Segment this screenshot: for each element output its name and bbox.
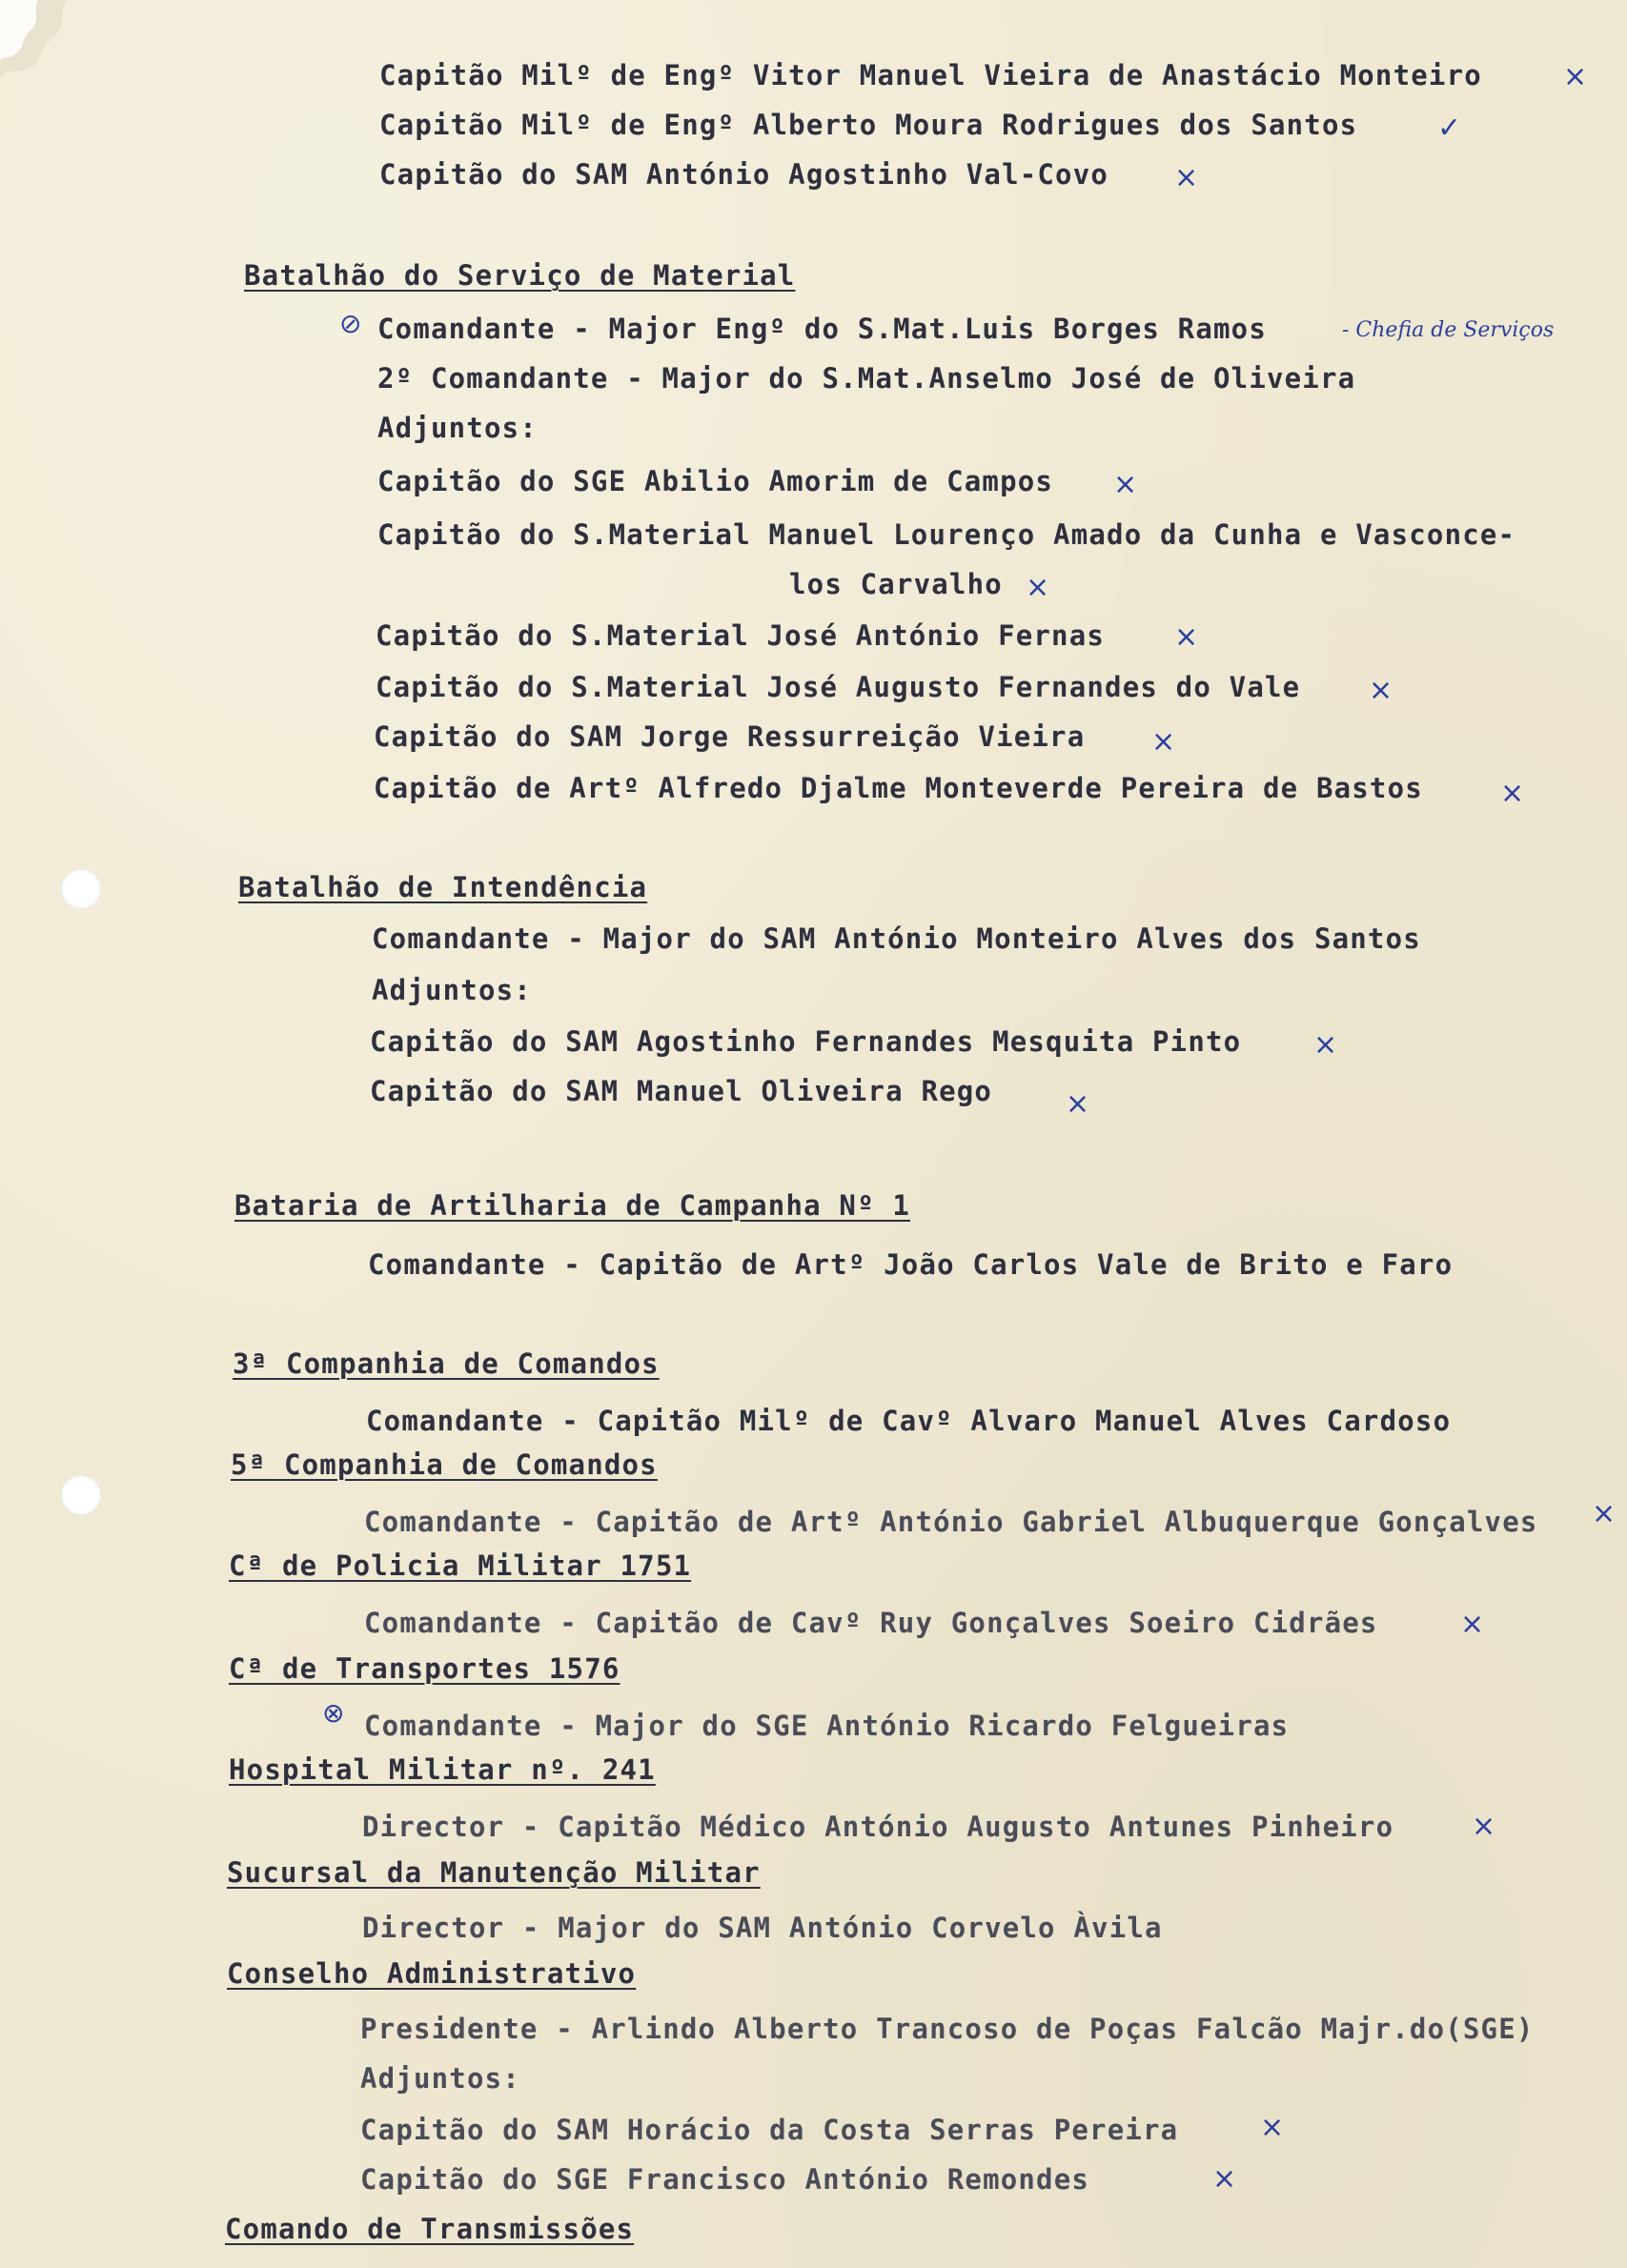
section-heading: Batalhão do Serviço de Material — [244, 259, 796, 292]
entry-line: Capitão Milº de Engº Vitor Manuel Vieira de Anastácio Monteiro — [379, 59, 1482, 91]
entry-line: Capitão do SAM Manuel Oliveira Rego — [370, 1075, 993, 1107]
section-heading: Batalhão de Intendência — [238, 871, 648, 903]
slashed-circle-icon: ⊘ — [339, 308, 362, 339]
cross-mark-icon: × — [1151, 725, 1176, 759]
entry-line: Capitão do SGE Abilio Amorim de Campos — [377, 465, 1054, 497]
entry-line: Comandante - Capitão de Artº António Gabriel Albuquerque Gonçalves — [364, 1506, 1538, 1538]
entry-line: Capitão de Artº Alfredo Djalme Monteverde Pereira de Bastos — [374, 772, 1423, 804]
handwritten-note: - Chefia de Serviços — [1342, 318, 1555, 342]
cross-mark-icon: × — [1113, 468, 1138, 501]
section-heading: 3ª Companhia de Comandos — [233, 1347, 660, 1380]
entry-line: Comandante - Major do SAM António Monteiro Alves dos Santos — [372, 922, 1421, 955]
torn-corner — [0, 0, 86, 86]
entry-line: Capitão do SAM Agostinho Fernandes Mesquita Pinto — [370, 1025, 1242, 1058]
cross-mark-icon: × — [1174, 620, 1199, 654]
section-heading: Conselho Administrativo — [227, 1957, 637, 1990]
entry-line: Director - Major do SAM António Corvelo Àvila — [362, 1912, 1163, 1944]
entry-line: Adjuntos: — [372, 974, 532, 1006]
entry-line: Comandante - Capitão de Cavº Ruy Gonçalves Soeiro Cidrães — [364, 1607, 1378, 1639]
section-heading: Comando de Transmissões — [225, 2213, 635, 2245]
entry-line: Capitão do SAM António Agostinho Val-Covo — [379, 158, 1109, 191]
cross-mark-icon: × — [1472, 1810, 1496, 1843]
section-heading: Sucursal da Manutenção Militar — [227, 1856, 761, 1889]
entry-line: Capitão do SAM Jorge Ressurreição Vieira — [374, 720, 1086, 753]
crossed-circle-icon: ⊗ — [322, 1697, 345, 1729]
cross-mark-icon: × — [1500, 777, 1525, 810]
section-heading: 5ª Companhia de Comandos — [231, 1448, 658, 1481]
entry-line: los Carvalho — [789, 568, 1003, 600]
entry-line: Adjuntos: — [360, 2062, 520, 2095]
entry-line: Adjuntos: — [377, 412, 538, 444]
cross-mark-icon: × — [1260, 2111, 1285, 2144]
cross-mark-icon: × — [1066, 1087, 1090, 1121]
entry-line: Director - Capitão Médico António Augusto Antunes Pinheiro — [362, 1811, 1394, 1843]
cross-mark-icon: × — [1369, 674, 1393, 707]
entry-line: Capitão do SGE Francisco António Remondes — [360, 2163, 1090, 2196]
cross-mark-icon: × — [1212, 2162, 1237, 2196]
section-heading: Cª de Policia Militar 1751 — [229, 1549, 692, 1582]
cross-mark-icon: × — [1313, 1028, 1338, 1062]
entry-line: Capitão do SAM Horácio da Costa Serras Pereira — [360, 2114, 1179, 2146]
section-heading: Hospital Militar nº. 241 — [229, 1753, 656, 1786]
cross-mark-icon: × — [1460, 1608, 1485, 1641]
entry-line: Capitão Milº de Engº Alberto Moura Rodrigues dos Santos — [379, 109, 1358, 141]
check-mark-icon: ✓ — [1437, 111, 1462, 145]
entry-line: Comandante - Major do SGE António Ricardo Felgueiras — [364, 1710, 1290, 1742]
punch-hole-top — [61, 869, 101, 909]
entry-line: Comandante - Capitão Milº de Cavº Alvaro Manuel Alves Cardoso — [366, 1405, 1452, 1437]
cross-mark-icon: × — [1563, 60, 1588, 93]
entry-line: Capitão do S.Material José António Fernas — [376, 619, 1106, 652]
entry-line: Capitão do S.Material José Augusto Fernandes do Vale — [376, 671, 1301, 703]
entry-line: Capitão do S.Material Manuel Lourenço Amado da Cunha e Vasconce- — [377, 518, 1516, 551]
entry-line: Comandante - Major Engº do S.Mat.Luis Borges Ramos — [377, 313, 1267, 345]
section-heading: Bataria de Artilharia de Campanha Nº 1 — [234, 1189, 911, 1222]
section-heading: Cª de Transportes 1576 — [229, 1652, 620, 1685]
punch-hole-bottom — [61, 1475, 101, 1515]
entry-line: 2º Comandante - Major do S.Mat.Anselmo José de Oliveira — [377, 362, 1356, 395]
cross-mark-icon: × — [1592, 1497, 1617, 1530]
entry-line: Presidente - Arlindo Alberto Trancoso de Poças Falcão Majr.do(SGE) — [360, 2013, 1535, 2045]
cross-mark-icon: × — [1174, 161, 1199, 194]
cross-mark-icon: × — [1026, 571, 1050, 604]
entry-line: Comandante - Capitão de Artº João Carlos Vale de Brito e Faro — [368, 1248, 1454, 1281]
